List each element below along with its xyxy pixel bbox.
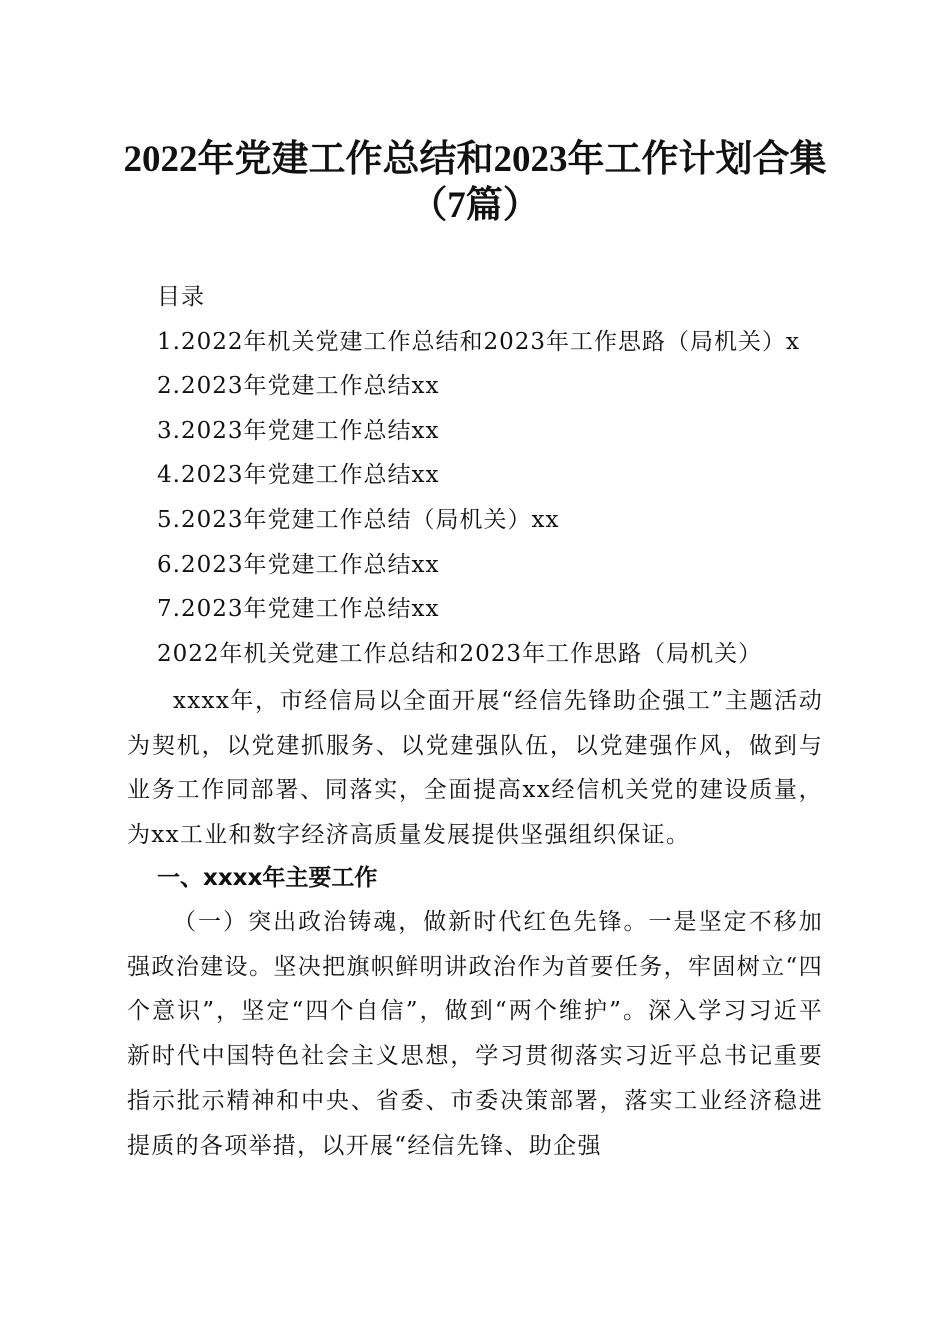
section-paragraph: [127, 900, 823, 1168]
toc-item[interactable]: 6.2023年党建工作总结xx: [157, 552, 440, 578]
document-title: 2022年党建工作总结和2023年工作计划合集: [123, 139, 827, 180]
intro-paragraph: xxxx年，市经信局以全面开展“经信先锋助企强工”主题活动为契机，以党建抓服务、以党建强队伍，以党建强作风，做到与业务工作同部署、同落实，全面提高xx经信机关党的建设质量，为xx工业和数字经济高质量发展提供坚强组织保证。: [127, 688, 823, 849]
section-body-text: 一是坚定不移加强政治建设。坚决把旗帜鲜明讲政治作为首要任务，牢固树立“四个意识”，坚定“四个自信”，做到“两个维护”。深入学习习近平新时代中国特色社会主义思想，学习贯彻落实习近平总书记重要指示批示精神和中央、省委、市委决策部署，落实工业经济稳进提质的各项举措，以开展“经信先锋、助企强: [127, 909, 823, 1159]
toc-item[interactable]: 4.2023年党建工作总结xx: [157, 462, 440, 488]
toc-item[interactable]: 3.2023年党建工作总结xx: [157, 418, 440, 444]
article-title: 2022年机关党建工作总结和2023年工作思路（局机关）: [157, 641, 763, 667]
section-heading: 一、xxxx年主要工作: [157, 865, 378, 891]
toc-item[interactable]: 7.2023年党建工作总结xx: [157, 596, 440, 622]
toc-item[interactable]: 2.2023年党建工作总结xx: [157, 373, 440, 399]
subsection-heading: （一）突出政治铸魂，做新时代红色先锋。: [173, 909, 649, 935]
toc-heading: 目录: [157, 284, 205, 310]
document-title-count: （7篇）: [410, 185, 540, 226]
toc-item[interactable]: 5.2023年党建工作总结（局机关）xx: [157, 507, 560, 533]
toc-item[interactable]: 1.2022年机关党建工作总结和2023年工作思路（局机关）x: [157, 329, 800, 355]
